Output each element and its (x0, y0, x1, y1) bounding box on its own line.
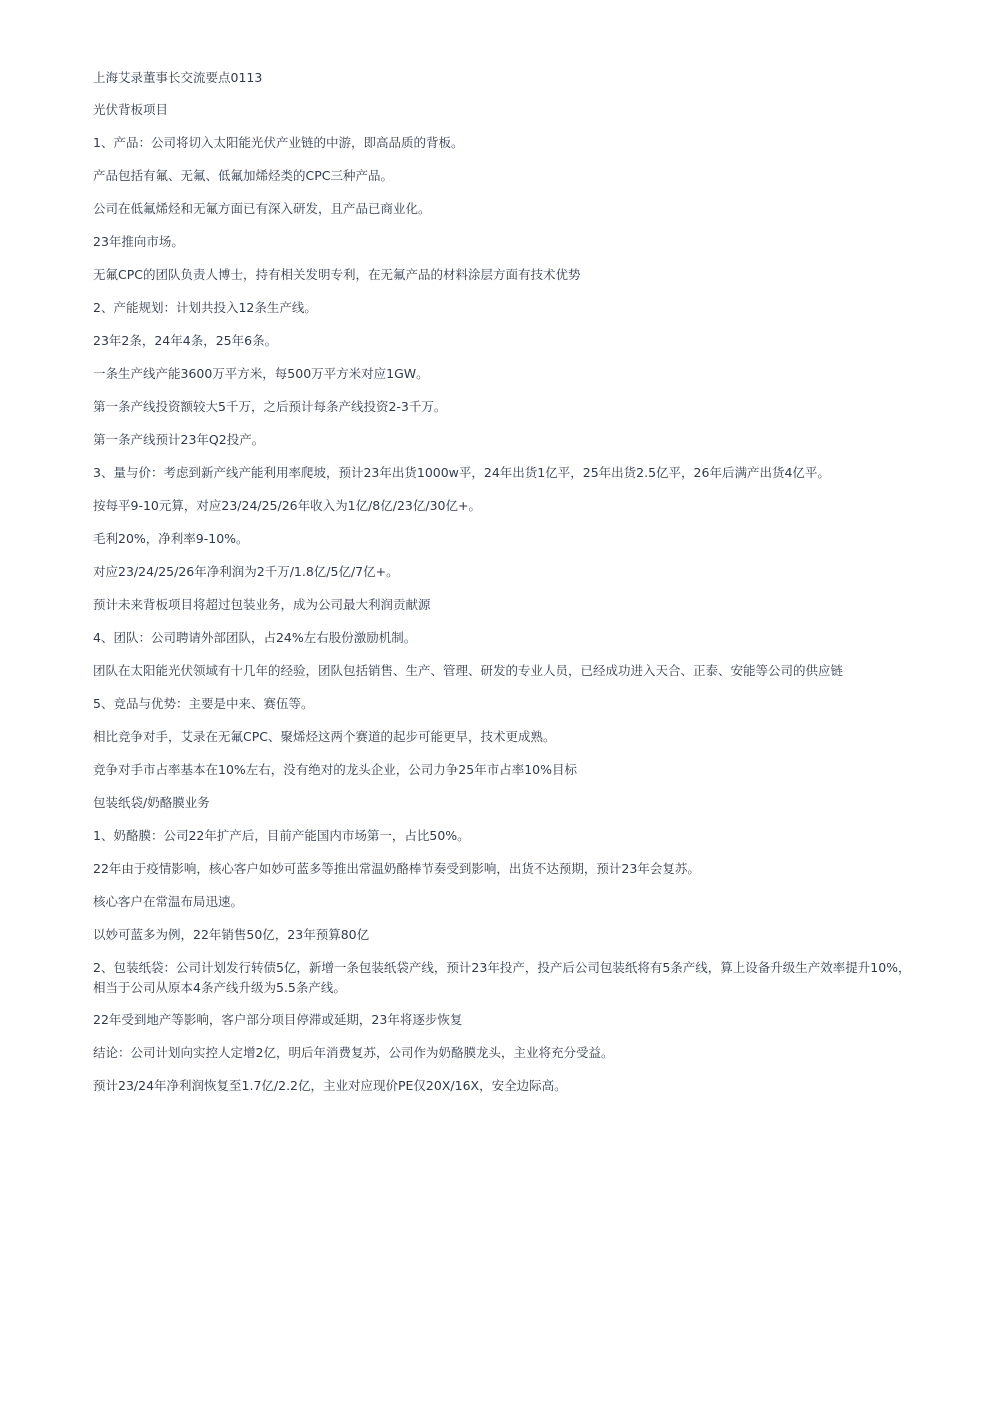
paragraph: 第一条产线投资额较大5千万，之后预计每条产线投资2-3千万。 (93, 399, 447, 414)
paragraph: 4、团队：公司聘请外部团队，占24%左右股份激励机制。 (93, 630, 417, 645)
paragraph: 以妙可蓝多为例，22年销售50亿，23年预算80亿 (93, 927, 370, 942)
paragraph: 毛利20%，净利率9-10%。 (93, 531, 249, 546)
paragraph: 预计未来背板项目将超过包装业务，成为公司最大利润贡献源 (93, 597, 431, 612)
paragraph: 预计23/24年净利润恢复至1.7亿/2.2亿，主业对应现价PE仅20X/16X，安全边际高。 (93, 1078, 567, 1093)
section-heading-packaging: 包装纸袋/奶酪膜业务 (93, 795, 210, 810)
paragraph: 2、包装纸袋：公司计划发行转债5亿，新增一条包装纸袋产线，预计23年投产，投产后公司包装纸将有5条产线，算上设备升级生产效率提升10%，相当于公司从原本4条产线升级为5.5条产线。 (93, 960, 911, 995)
paragraph: 1、奶酪膜：公司22年扩产后，目前产能国内市场第一，占比50%。 (93, 828, 470, 843)
paragraph: 对应23/24/25/26年净利润为2千万/1.8亿/5亿/7亿+。 (93, 564, 399, 579)
paragraph: 第一条产线预计23年Q2投产。 (93, 432, 265, 447)
paragraph: 按每平9-10元算，对应23/24/25/26年收入为1亿/8亿/23亿/30亿+。 (93, 498, 481, 513)
paragraph: 团队在太阳能光伏领域有十几年的经验，团队包括销售、生产、管理、研发的专业人员，已经成功进入天合、正泰、安能等公司的供应链 (93, 663, 844, 678)
section-heading-backsheet: 光伏背板项目 (93, 102, 169, 117)
paragraph: 5、竞品与优势：主要是中来、赛伍等。 (93, 696, 314, 711)
paragraph: 23年推向市场。 (93, 234, 184, 249)
paragraph: 公司在低氟烯烃和无氟方面已有深入研发，且产品已商业化。 (93, 201, 431, 216)
paragraph: 竞争对手市占率基本在10%左右，没有绝对的龙头企业，公司力争25年市占率10%目标 (93, 762, 577, 777)
paragraph: 无氟CPC的团队负责人博士，持有相关发明专利，在无氟产品的材料涂层方面有技术优势 (93, 267, 581, 282)
paragraph: 核心客户在常温布局迅速。 (93, 894, 244, 909)
paragraph: 22年受到地产等影响，客户部分项目停滞或延期，23年将逐步恢复 (93, 1012, 463, 1027)
paragraph: 1、产品：公司将切入太阳能光伏产业链的中游，即高品质的背板。 (93, 135, 464, 150)
paragraph: 一条生产线产能3600万平方米，每500万平方米对应1GW。 (93, 366, 429, 381)
paragraph: 产品包括有氟、无氟、低氟加烯烃类的CPC三种产品。 (93, 168, 393, 183)
document-title: 上海艾录董事长交流要点0113 (93, 70, 263, 85)
paragraph: 2、产能规划：计划共投入12条生产线。 (93, 300, 317, 315)
paragraph: 23年2条，24年4条，25年6条。 (93, 333, 278, 348)
paragraph: 相比竞争对手，艾录在无氟CPC、聚烯烃这两个赛道的起步可能更早，技术更成熟。 (93, 729, 556, 744)
document-body (93, 68, 923, 1109)
paragraph: 结论：公司计划向实控人定增2亿，明后年消费复苏，公司作为奶酪膜龙头，主业将充分受益。 (93, 1045, 614, 1060)
paragraph: 3、量与价：考虑到新产线产能利用率爬坡，预计23年出货1000w平，24年出货1亿平，25年出货2.5亿平，26年后满产出货4亿平。 (93, 465, 830, 480)
paragraph: 22年由于疫情影响，核心客户如妙可蓝多等推出常温奶酪棒节奏受到影响，出货不达预期，预计23年会复苏。 (93, 861, 700, 876)
